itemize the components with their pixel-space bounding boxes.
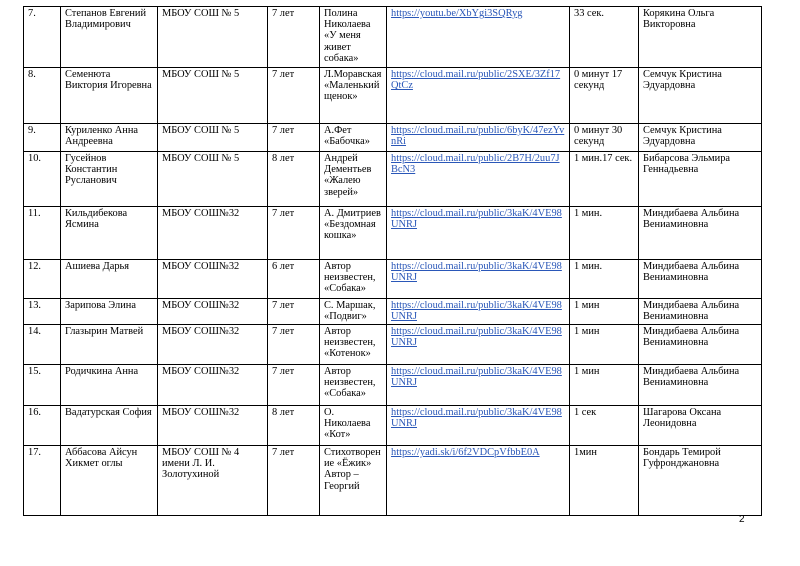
school: МБОУ СОШ № 5 <box>158 152 268 207</box>
school: МБОУ СОШ№32 <box>158 299 268 325</box>
teacher: Миндибаева Альбина Вениаминовна <box>639 299 762 325</box>
table-row <box>24 365 762 406</box>
work-title: Полина Николаева «У меня живет собака» <box>320 7 387 68</box>
video-link[interactable]: https://cloud.mail.ru/public/3kaK/4VE98UNRJ <box>387 325 570 365</box>
age: 7 лет <box>268 124 320 152</box>
work-title: А. Дмитриев «Бездомная кошка» <box>320 207 387 260</box>
participant-name: Аббасова Айсун Хикмет оглы <box>61 446 158 516</box>
page-number: 2 <box>739 514 745 525</box>
table-row <box>24 152 762 207</box>
age: 7 лет <box>268 7 320 68</box>
age: 8 лет <box>268 152 320 207</box>
table-row <box>24 207 762 260</box>
school: МБОУ СОШ№32 <box>158 207 268 260</box>
work-title: С. Маршак, «Подвиг» <box>320 299 387 325</box>
teacher: Семчук Кристина Эдуардовна <box>639 124 762 152</box>
work-title: Автор неизвестен, «Собака» <box>320 365 387 406</box>
participants-table <box>23 6 762 516</box>
duration: 0 минут 30 секунд <box>570 124 639 152</box>
age: 7 лет <box>268 68 320 124</box>
work-title: О. Николаева «Кот» <box>320 406 387 446</box>
work-title: Стихотворение «Ёжик» Автор – Георгий <box>320 446 387 516</box>
table-row <box>24 7 762 68</box>
row-number: 17. <box>24 446 61 516</box>
school: МБОУ СОШ№32 <box>158 260 268 299</box>
video-link[interactable]: https://cloud.mail.ru/public/3kaK/4VE98UNRJ <box>387 207 570 260</box>
row-number: 15. <box>24 365 61 406</box>
video-link[interactable]: https://cloud.mail.ru/public/2SXE/3Zf17QtCz <box>387 68 570 124</box>
duration: 0 минут 17 секунд <box>570 68 639 124</box>
age: 7 лет <box>268 365 320 406</box>
video-link[interactable]: https://yadi.sk/i/6f2VDCpVfbbE0A <box>387 446 570 516</box>
work-title: Л.Моравская «Маленький щенок» <box>320 68 387 124</box>
row-number: 9. <box>24 124 61 152</box>
video-link[interactable]: https://cloud.mail.ru/public/3kaK/4VE98UNRJ <box>387 260 570 299</box>
row-number: 7. <box>24 7 61 68</box>
participant-name: Ашиева Дарья <box>61 260 158 299</box>
participant-name: Зарипова Элина <box>61 299 158 325</box>
table-row <box>24 260 762 299</box>
teacher: Семчук Кристина Эдуардовна <box>639 68 762 124</box>
school: МБОУ СОШ № 4 имени Л. И. Золотухиной <box>158 446 268 516</box>
teacher: Миндибаева Альбина Вениаминовна <box>639 260 762 299</box>
age: 7 лет <box>268 299 320 325</box>
school: МБОУ СОШ№32 <box>158 406 268 446</box>
video-link[interactable]: https://cloud.mail.ru/public/3kaK/4VE98UNRJ <box>387 365 570 406</box>
school: МБОУ СОШ № 5 <box>158 124 268 152</box>
participant-name: Гусейнов Константин Русланович <box>61 152 158 207</box>
teacher: Миндибаева Альбина Вениаминовна <box>639 325 762 365</box>
teacher: Бондарь Темирой Гуфронджановна <box>639 446 762 516</box>
teacher: Шагарова Оксана Леонидовна <box>639 406 762 446</box>
participant-name: Кильдибекова Ясмина <box>61 207 158 260</box>
video-link[interactable]: https://cloud.mail.ru/public/2B7H/2uu7JBcN3 <box>387 152 570 207</box>
row-number: 10. <box>24 152 61 207</box>
participant-name: Степанов Евгений Владимирович <box>61 7 158 68</box>
duration: 1 мин.17 сек. <box>570 152 639 207</box>
duration: 1 мин <box>570 325 639 365</box>
school: МБОУ СОШ № 5 <box>158 7 268 68</box>
teacher: Миндибаева Альбина Вениаминовна <box>639 207 762 260</box>
teacher: Корякина Ольга Викторовна <box>639 7 762 68</box>
age: 7 лет <box>268 446 320 516</box>
duration: 1 мин. <box>570 207 639 260</box>
age: 8 лет <box>268 406 320 446</box>
age: 6 лет <box>268 260 320 299</box>
participant-name: Куриленко Анна Андреевна <box>61 124 158 152</box>
teacher: Миндибаева Альбина Вениаминовна <box>639 365 762 406</box>
teacher: Бибарсова Эльмира Геннадьевна <box>639 152 762 207</box>
row-number: 8. <box>24 68 61 124</box>
table-row <box>24 446 762 516</box>
age: 7 лет <box>268 207 320 260</box>
school: МБОУ СОШ № 5 <box>158 68 268 124</box>
duration: 1 мин <box>570 299 639 325</box>
participant-name: Глазырин Матвей <box>61 325 158 365</box>
table-row <box>24 406 762 446</box>
video-link[interactable]: https://cloud.mail.ru/public/6byK/47ezYvnRi <box>387 124 570 152</box>
work-title: Автор неизвестен, «Собака» <box>320 260 387 299</box>
table-row <box>24 68 762 124</box>
table-row <box>24 299 762 325</box>
duration: 1 сек <box>570 406 639 446</box>
duration: 33 сек. <box>570 7 639 68</box>
duration: 1мин <box>570 446 639 516</box>
table-row <box>24 124 762 152</box>
row-number: 12. <box>24 260 61 299</box>
row-number: 11. <box>24 207 61 260</box>
video-link[interactable]: https://youtu.be/XbYgi3SQRyg <box>387 7 570 68</box>
row-number: 16. <box>24 406 61 446</box>
row-number: 14. <box>24 325 61 365</box>
video-link[interactable]: https://cloud.mail.ru/public/3kaK/4VE98UNRJ <box>387 299 570 325</box>
row-number: 13. <box>24 299 61 325</box>
participant-name: Родичкина Анна <box>61 365 158 406</box>
duration: 1 мин. <box>570 260 639 299</box>
video-link[interactable]: https://cloud.mail.ru/public/3kaK/4VE98UNRJ <box>387 406 570 446</box>
school: МБОУ СОШ№32 <box>158 325 268 365</box>
table-row <box>24 325 762 365</box>
work-title: Автор неизвестен, «Котенок» <box>320 325 387 365</box>
school: МБОУ СОШ№32 <box>158 365 268 406</box>
duration: 1 мин <box>570 365 639 406</box>
age: 7 лет <box>268 325 320 365</box>
participant-name: Семенюта Виктория Игоревна <box>61 68 158 124</box>
participant-name: Вадатурская София <box>61 406 158 446</box>
work-title: А.Фет «Бабочка» <box>320 124 387 152</box>
work-title: Андрей Дементьев «Жалею зверей» <box>320 152 387 207</box>
